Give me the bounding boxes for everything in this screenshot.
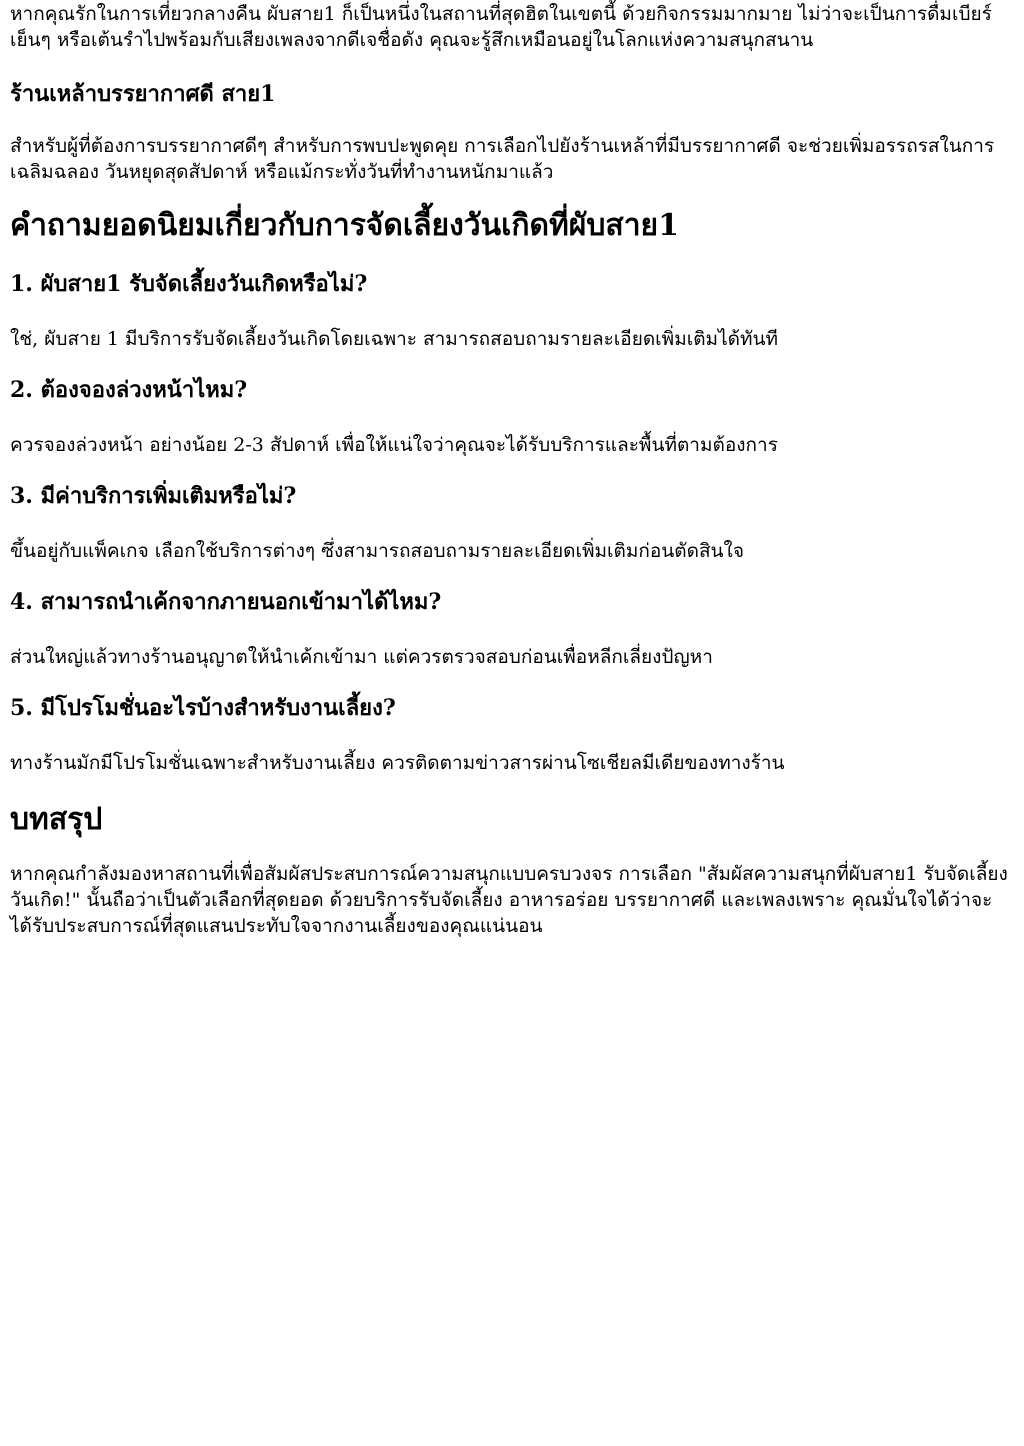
bar-section-paragraph: สำหรับผู้ที่ต้องการบรรยากาศดีๆ สำหรับการพบปะพูดคุย การเลือกไปยังร้านเหล้าที่มีบรรยากาศดี จะช่วยเพิ่มอรรถรสในการเฉลิมฉลอง วันหยุดสุดสัปดาห์ หรือแม้กระทั่งวันที่ทำงานหนักมาแล้ว	[10, 135, 995, 183]
bar-section-heading: ร้านเหล้าบรรยากาศดี สาย1	[10, 81, 276, 107]
faq-question-4: 4. สามารถนำเค้กจากภายนอกเข้ามาได้ไหม?	[10, 589, 442, 615]
faq-question-5: 5. มีโปรโมชั่นอะไรบ้างสำหรับงานเลี้ยง?	[10, 695, 396, 721]
faq-answer-4: ส่วนใหญ่แล้วทางร้านอนุญาตให้นำเค้กเข้ามา แต่ควรตรวจสอบก่อนเพื่อหลีกเลี่ยงปัญหา	[10, 646, 713, 668]
faq-answer-3: ขึ้นอยู่กับแพ็คเกจ เลือกใช้บริการต่างๆ ซึ่งสามารถสอบถามรายละเอียดเพิ่มเติมก่อนตัดสินใจ	[10, 540, 744, 562]
article-body	[10, 0, 1014, 939]
faq-answer-5: ทางร้านมักมีโปรโมชั่นเฉพาะสำหรับงานเลี้ยง ควรติดตามข่าวสารผ่านโซเชียลมีเดียของทางร้าน	[10, 752, 785, 774]
conclusion-paragraph: หากคุณกำลังมองหาสถานที่เพื่อสัมผัสประสบการณ์ความสนุกแบบครบวงจร การเลือก "สัมผัสความสนุกที่ผับสาย1 รับจัดเลี้ยงวันเกิด!" นั้นถือว่าเป็นตัวเลือกที่สุดยอด ด้วยบริการรับจัดเลี้ยง อาหารอร่อย บรรยากาศดี และเพลงเพราะ คุณมั่นใจได้ว่าจะได้รับประสบการณ์ที่สุดแสนประทับใจจากงานเลี้ยงของคุณแน่นอน	[10, 863, 1008, 937]
faq-answer-1: ใช่, ผับสาย 1 มีบริการรับจัดเลี้ยงวันเกิดโดยเฉพาะ สามารถสอบถามรายละเอียดเพิ่มเติมได้ทันที	[10, 328, 779, 350]
faq-question-1: 1. ผับสาย1 รับจัดเลี้ยงวันเกิดหรือไม่?	[10, 271, 368, 297]
faq-question-2: 2. ต้องจองล่วงหน้าไหม?	[10, 377, 248, 403]
faq-answer-2: ควรจองล่วงหน้า อย่างน้อย 2-3 สัปดาห์ เพื่อให้แน่ใจว่าคุณจะได้รับบริการและพื้นที่ตามต้องการ	[10, 434, 778, 456]
faq-question-3: 3. มีค่าบริการเพิ่มเติมหรือไม่?	[10, 483, 297, 509]
faq-heading: คำถามยอดนิยมเกี่ยวกับการจัดเลี้ยงวันเกิดที่ผับสาย1	[10, 208, 679, 243]
intro-paragraph: หากคุณรักในการเที่ยวกลางคืน ผับสาย1 ก็เป็นหนึ่งในสถานที่สุดฮิตในเขตนี้ ด้วยกิจกรรมมากมาย ไม่ว่าจะเป็นการดื่มเบียร์เย็นๆ หรือเต้นรำไปพร้อมกับเสียงเพลงจากดีเจชื่อดัง คุณจะรู้สึกเหมือนอยู่ในโลกแห่งความสนุกสนาน	[10, 3, 992, 51]
conclusion-heading: บทสรุป	[10, 802, 103, 837]
